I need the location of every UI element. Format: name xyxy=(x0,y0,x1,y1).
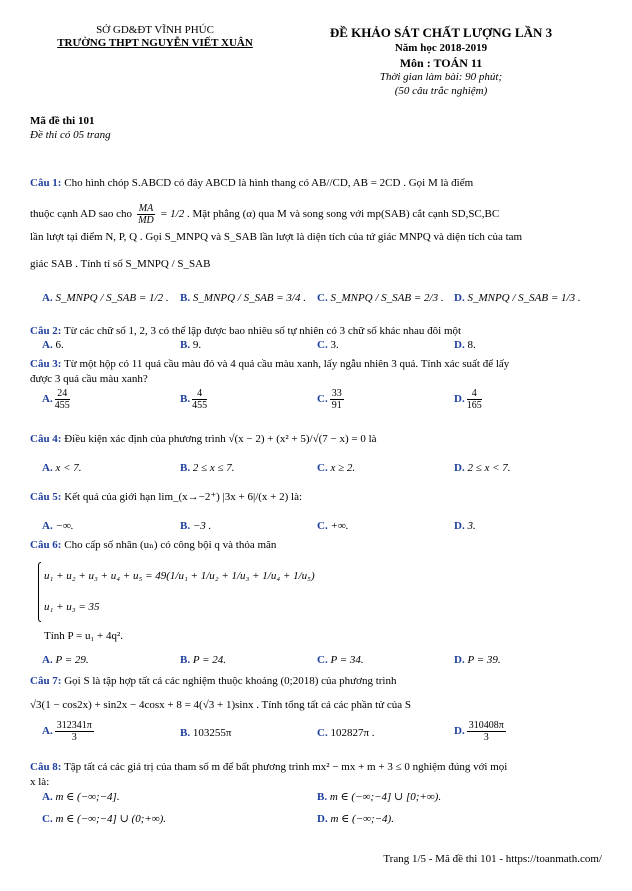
q8-option-a-text: m ∈ (−∞;−4]. xyxy=(55,791,120,803)
q1-line4: giác SAB . Tính tỉ số S_MNPQ / S_SAB xyxy=(30,258,211,270)
q7-option-d-den: 3 xyxy=(483,732,489,743)
q7-option-a-num: 312341π xyxy=(56,720,92,731)
question-1 xyxy=(30,176,605,191)
exam-code: Mã đề thi 101 xyxy=(30,115,95,127)
q4-text: Điều kiện xác định của phương trình √(x − 2) + (x² + 5)/√(7 − x) = 0 là xyxy=(64,433,377,445)
q2-option-c[interactable] xyxy=(317,339,339,351)
q1-ratio-den: MD xyxy=(138,215,154,226)
q8-line2: x là: xyxy=(30,776,50,788)
q5-option-a-key: A. xyxy=(42,520,53,532)
q2-option-b[interactable] xyxy=(180,339,201,351)
q1-option-c-text: S_MNPQ / S_SAB = 2/3 . xyxy=(330,292,444,304)
q5-option-b[interactable] xyxy=(180,520,211,532)
q2-option-c-text: 3. xyxy=(330,339,339,351)
q4-option-d-key: D. xyxy=(454,462,465,474)
q1-option-d[interactable] xyxy=(454,292,581,304)
q1-line2a: thuộc cạnh AD sao cho xyxy=(30,208,133,221)
q6-option-b-text: P = 24. xyxy=(192,654,227,666)
q1-option-c[interactable] xyxy=(317,292,444,304)
q4-option-a-key: A. xyxy=(42,462,53,474)
subject: Môn : TOÁN 11 xyxy=(399,56,483,70)
q7-option-b[interactable] xyxy=(180,727,231,739)
q8-option-b-key: B. xyxy=(317,791,328,803)
header-dept: SỞ GD&ĐT VĨNH PHÚC xyxy=(96,24,214,36)
q5-option-c-key: C. xyxy=(317,520,328,532)
q8-option-c-key: C. xyxy=(42,813,53,825)
school-year: Năm học 2018-2019 xyxy=(394,42,488,54)
q7-option-a-frac xyxy=(55,720,94,743)
q3-option-a-num: 24 xyxy=(55,388,70,400)
q6-compute: Tính P = u₁ + 4q². xyxy=(44,630,124,642)
q1-option-a-key: A. xyxy=(42,292,53,304)
q4-option-d[interactable] xyxy=(454,462,511,474)
q3-option-c-num: 33 xyxy=(331,388,342,399)
q5-option-a-text: −∞. xyxy=(55,520,74,532)
q7-option-b-text: 103255π xyxy=(192,727,232,739)
q8-option-a-key: A. xyxy=(42,791,53,803)
q7-option-c-key: C. xyxy=(317,727,328,739)
q2-label: Câu 2: xyxy=(30,325,62,337)
header-school: TRƯỜNG THPT NGUYỄN VIẾT XUÂN xyxy=(57,37,253,49)
q1-label: Câu 1: xyxy=(30,177,62,189)
q3-option-b-key: B. xyxy=(180,393,191,406)
q3-option-d-key: D. xyxy=(454,393,465,406)
q2-option-d[interactable] xyxy=(454,339,476,351)
q2-text: Từ các chữ số 1, 2, 3 có thể lập được bao nhiêu số tự nhiên có 3 chữ số khác nhau đôi một xyxy=(64,325,462,337)
q6-text: Cho cấp số nhân (uₙ) có công bội q và thỏa mãn xyxy=(64,539,277,551)
q3-option-d[interactable] xyxy=(454,388,484,411)
q1-ratio-eq: = 1/2 xyxy=(159,208,185,221)
q5-option-b-key: B. xyxy=(180,520,191,532)
q2-option-c-key: C. xyxy=(317,339,328,351)
q3-option-a-key: A. xyxy=(42,393,53,406)
q6-option-c-text: P = 34. xyxy=(330,654,364,666)
page-footer: Trang 1/5 - Mã đề thi 101 - https://toanmath.com/ xyxy=(383,853,602,865)
question-6 xyxy=(30,538,605,553)
q7-option-b-key: B. xyxy=(180,727,191,739)
question-3 xyxy=(30,357,605,372)
q6-system-eq2: u₁ + u₃ = 35 xyxy=(44,601,100,613)
q2-option-d-text: 8. xyxy=(467,339,476,351)
q7-line1: Gọi S là tập hợp tất cả các nghiệm thuộc khoảng (0;2018) của phương trình xyxy=(64,675,397,687)
q4-option-c-text: x ≥ 2. xyxy=(330,462,356,474)
q6-option-b-key: B. xyxy=(180,654,191,666)
q7-option-c-text: 102827π . xyxy=(330,727,375,739)
q4-option-c[interactable] xyxy=(317,462,355,474)
q3-line2: được 3 quả cầu màu xanh? xyxy=(30,373,148,385)
q4-option-c-key: C. xyxy=(317,462,328,474)
q7-option-a-den: 3 xyxy=(71,732,77,743)
q1-ratio-num: MA xyxy=(138,203,154,214)
q1-option-b-key: B. xyxy=(180,292,191,304)
q8-option-a[interactable] xyxy=(42,790,120,803)
question-7 xyxy=(30,674,605,689)
q8-option-d[interactable] xyxy=(317,812,394,825)
q2-option-b-key: B. xyxy=(180,339,191,351)
q3-option-c[interactable] xyxy=(317,388,346,411)
q8-option-b[interactable] xyxy=(317,790,441,803)
q7-option-a-key: A. xyxy=(42,725,53,738)
q4-option-b-key: B. xyxy=(180,462,191,474)
q7-option-a[interactable] xyxy=(42,720,96,743)
q4-label: Câu 4: xyxy=(30,433,62,445)
q1-line2 xyxy=(30,203,605,226)
q1-option-b[interactable] xyxy=(180,292,306,304)
q5-option-d-key: D. xyxy=(454,520,465,532)
q6-option-a[interactable] xyxy=(42,654,89,666)
q6-system-eq1: u₁ + u₂ + u₃ + u₄ + u₅ = 49(1/u₁ + 1/u₂ + 1/u₃ + 1/u₄ + 1/u₅) xyxy=(44,570,315,582)
q2-option-a-text: 6. xyxy=(55,339,64,351)
q1-line3: lần lượt tại điểm N, P, Q . Gọi S_MNPQ và S_SAB lần lượt là diện tích của tứ giác MNPQ và diện tích của tam xyxy=(30,231,523,243)
q1-ratio xyxy=(137,203,155,226)
question-4 xyxy=(30,432,605,447)
q7-option-c[interactable] xyxy=(317,727,375,739)
q8-option-d-text: m ∈ (−∞;−4). xyxy=(330,813,394,825)
q2-option-b-text: 9. xyxy=(192,339,202,351)
q3-option-b-frac xyxy=(192,388,207,411)
q4-option-b[interactable] xyxy=(180,462,235,474)
q5-option-d[interactable] xyxy=(454,520,476,532)
q1-option-b-text: S_MNPQ / S_SAB = 3/4 . xyxy=(192,292,306,304)
page-count: Đề thi có 05 trang xyxy=(30,129,111,141)
q8-option-c[interactable] xyxy=(42,812,166,825)
q8-option-d-key: D. xyxy=(317,813,328,825)
q5-option-c-text: +∞. xyxy=(330,520,349,532)
q2-option-a[interactable] xyxy=(42,339,64,351)
q8-line1: Tập tất cả các giá trị của tham số m để bất phương trình mx² − mx + m + 3 ≤ 0 nghiệm đúng với mọi xyxy=(64,761,508,773)
q6-label: Câu 6: xyxy=(30,539,62,551)
q6-option-c[interactable] xyxy=(317,654,364,666)
q1-option-d-text: S_MNPQ / S_SAB = 1/3 . xyxy=(467,292,581,304)
q6-option-c-key: C. xyxy=(317,654,328,666)
q6-option-d[interactable] xyxy=(454,654,501,666)
q3-option-d-num: 4 xyxy=(467,388,482,400)
q1-line1: Cho hình chóp S.ABCD có đáy ABCD là hình thang có AB//CD, AB = 2CD . Gọi M là điểm xyxy=(64,177,474,189)
q5-text: Kết quả của giới hạn lim_(x→−2⁺) |3x + 6|/(x + 2) là: xyxy=(64,491,303,503)
q3-option-c-key: C. xyxy=(317,393,328,406)
q1-option-a[interactable] xyxy=(42,292,169,304)
q3-option-d-frac xyxy=(467,388,482,411)
question-8 xyxy=(30,760,605,775)
q7-option-d[interactable] xyxy=(454,720,508,743)
q3-option-b[interactable] xyxy=(180,388,209,411)
q7-label: Câu 7: xyxy=(30,675,62,687)
q6-option-a-key: A. xyxy=(42,654,53,666)
q1-option-c-key: C. xyxy=(317,292,328,304)
q7-option-d-frac xyxy=(467,720,506,743)
time-limit: Thời gian làm bài: 90 phút; xyxy=(379,71,503,83)
q8-label: Câu 8: xyxy=(30,761,62,773)
q4-option-d-text: 2 ≤ x < 7. xyxy=(467,462,511,474)
q1-option-a-text: S_MNPQ / S_SAB = 1/2 . xyxy=(55,292,169,304)
q3-label: Câu 3: xyxy=(30,358,62,370)
q3-option-b-den: 455 xyxy=(192,400,208,411)
q8-option-c-text: m ∈ (−∞;−4] ∪ (0;+∞). xyxy=(55,813,167,825)
q1-line2b: . Mặt phẳng (α) qua M và song song với mp(SAB) cắt cạnh SD,SC,BC xyxy=(186,208,500,221)
q5-option-c[interactable] xyxy=(317,520,348,532)
q6-option-a-text: P = 29. xyxy=(55,654,89,666)
q6-system-brace xyxy=(38,562,41,622)
q3-option-c-den: 91 xyxy=(331,400,342,411)
question-count: (50 câu trắc nghiệm) xyxy=(394,85,488,97)
q6-option-d-text: P = 39. xyxy=(467,654,501,666)
q5-option-b-text: −3 . xyxy=(192,520,212,532)
q3-option-b-num: 4 xyxy=(192,388,207,400)
q7-option-d-key: D. xyxy=(454,725,465,738)
q7-option-d-num: 310408π xyxy=(468,720,504,731)
q3-option-c-frac xyxy=(330,388,344,411)
question-5 xyxy=(30,490,605,505)
q5-option-d-text: 3. xyxy=(467,520,476,532)
q3-line1: Từ một hộp có 11 quả cầu màu đỏ và 4 quả cầu màu xanh, lấy ngẫu nhiên 3 quả. Tính xác suất để lấy xyxy=(64,358,510,370)
q2-option-a-key: A. xyxy=(42,339,53,351)
q4-option-a[interactable] xyxy=(42,462,82,474)
q8-option-b-text: m ∈ (−∞;−4] ∪ [0;+∞). xyxy=(329,791,442,803)
q3-option-a-frac xyxy=(55,388,70,411)
q7-line2: √3(1 − cos2x) + sin2x − 4cosx + 8 = 4(√3 + 1)sinx . Tính tổng tất cả các phần tử của S xyxy=(30,699,412,711)
q5-option-a[interactable] xyxy=(42,520,73,532)
question-2 xyxy=(30,324,605,339)
q3-option-a-den: 455 xyxy=(54,400,70,411)
q6-option-d-key: D. xyxy=(454,654,465,666)
q3-option-a[interactable] xyxy=(42,388,72,411)
q1-option-d-key: D. xyxy=(454,292,465,304)
q4-option-b-text: 2 ≤ x ≤ 7. xyxy=(192,462,235,474)
exam-title: ĐỀ KHẢO SÁT CHẤT LƯỢNG LẦN 3 xyxy=(329,25,553,40)
q5-label: Câu 5: xyxy=(30,491,62,503)
q4-option-a-text: x < 7. xyxy=(55,462,82,474)
q3-option-d-den: 165 xyxy=(466,400,482,411)
q2-option-d-key: D. xyxy=(454,339,465,351)
q6-option-b[interactable] xyxy=(180,654,226,666)
